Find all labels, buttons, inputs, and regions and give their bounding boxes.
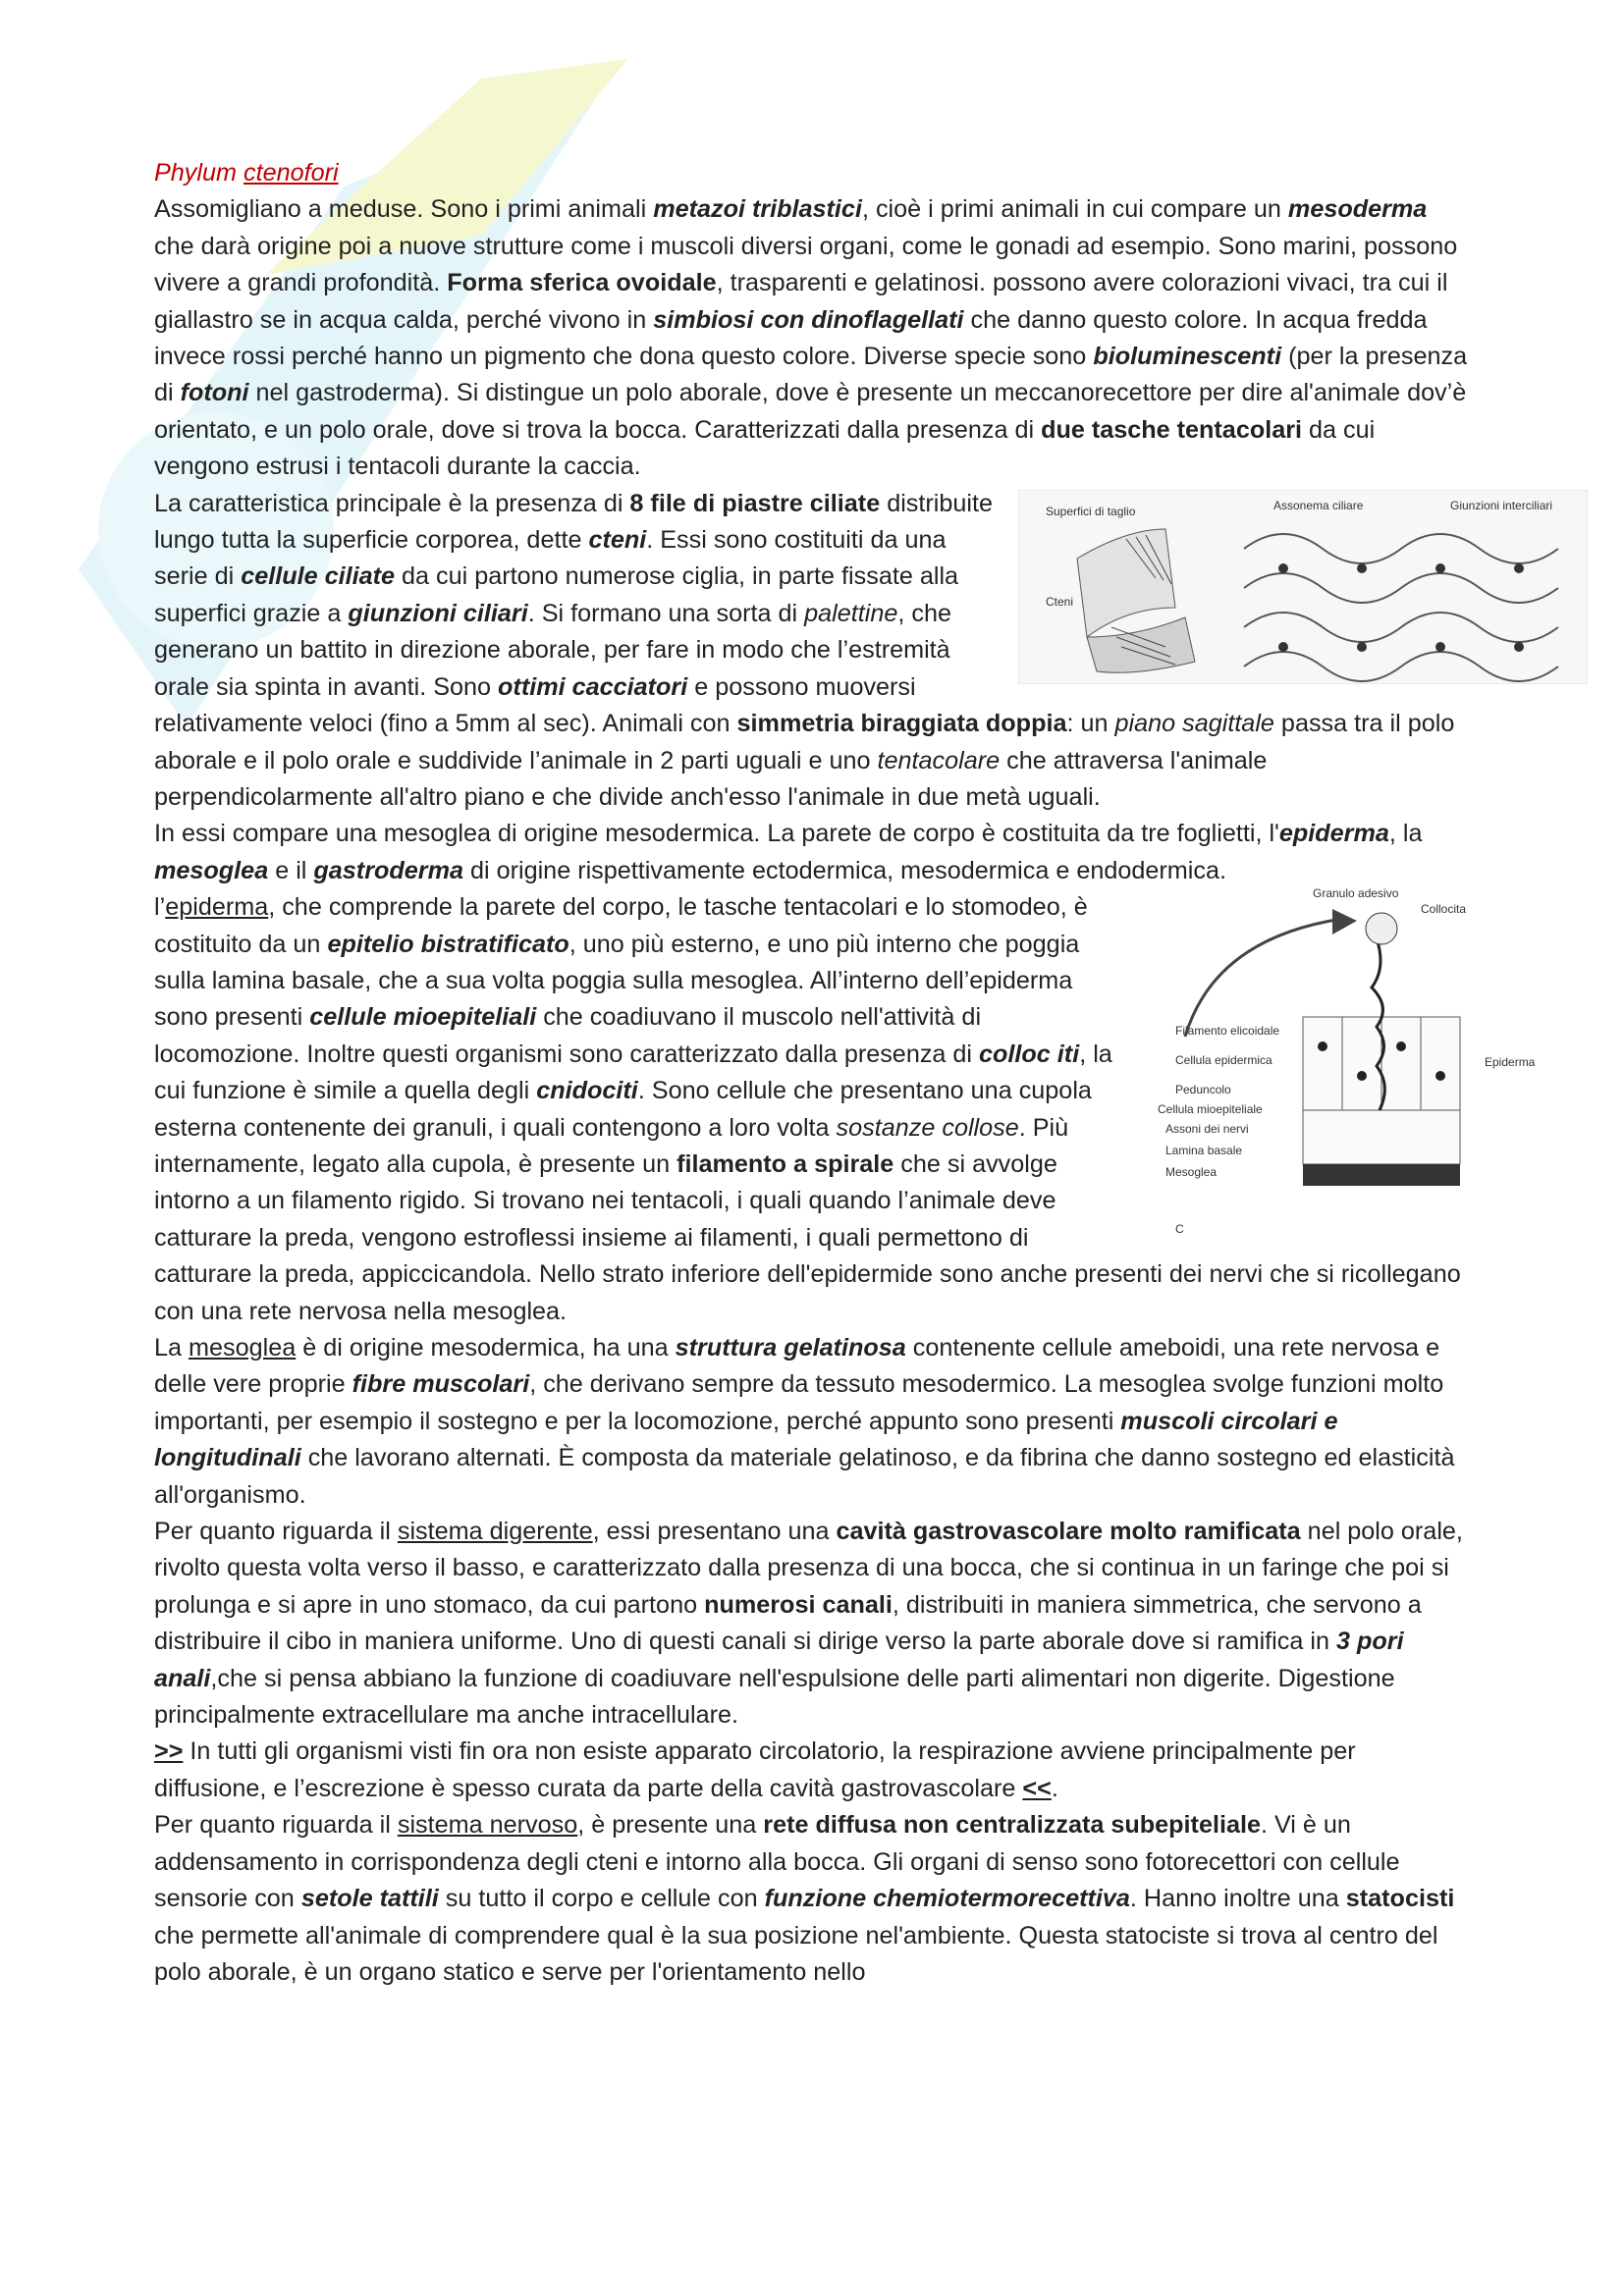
label-giunzioni: Giunzioni interciliari bbox=[1450, 498, 1553, 512]
paragraph-epiderma: Granulo adesivo Collocita Filamento elicoidale Cellula epidermica Peduncolo Cellula mioepiteliale Assoni dei nervi Lamina basale Mesoglea Epiderma C l’epiderma, che comprende la parete del corpo, le tasche tentacolari e lo stomodeo, è costituito da un epitelio bistratificato, uno più esterno, e uno più interno che poggia sulla lamina basale, che a sua volta poggia sulla mesoglea. All’interno dell’epiderma sono presenti cellule mioepiteliali che coadiuvano il muscolo nell'attività di locomozione. Inoltre questi organismi sono caratterizzato dalla presenza di colloc iti, la cui funzione è simile a quella degli cnidociti. Sono cellule che presentano una cupola esterna contenente dei granuli, i quali contengono a loro volta sostanze collose. Più internamente, legato alla cupola, è presente un filamento a spirale che si avvolge intorno a un filamento rigido. Si trovano nei tentacoli, i quali quando l’animale deve catturare la preda, vengono estroflessi insieme ai filamenti, i quali permettono di catturare la preda, appiccicandola. Nello strato inferiore dell'epidermide sono anche presenti dei nervi che si ricollegano con una rete nervosa nella mesoglea. bbox=[154, 889, 1470, 1330]
paragraph-note: >> In tutti gli organismi visti fin ora non esiste apparato circolatorio, la respirazione avviene principalmente per diffusione, e l’escrezione è spesso curata da parte della cavità gastrovascolare <<. bbox=[154, 1737, 1356, 1802]
ciliary-plates-figure bbox=[1018, 490, 1588, 684]
collocyte-figure bbox=[1156, 880, 1568, 1253]
label-granulo: Granulo adesivo bbox=[1313, 886, 1399, 901]
label-mesoglea: Mesoglea bbox=[1165, 1165, 1218, 1180]
heading-prefix: Phylum bbox=[154, 159, 237, 187]
paragraph-digerente: Per quanto riguarda il sistema digerente, essi presentano una cavità gastrovascolare molto ramificata nel polo orale, rivolto questa volta verso il basso, e caratterizzato dalla presenza di una bocca, che si continua in un faringe che poi si prolunga e si apre in uno stomaco, da cui partono numerosi canali, distribuiti in maniera simmetrica, che servono a distribuire il cibo in maniera uniforme. Uno di questi canali si dirige verso la parte aborale dove si ramifica in 3 pori anali,che si pensa abbiano la funzione di coadiuvare nell'espulsione delle parti alimentari non digerite. Digestione principalmente extracellulare ma anche intracellulare. bbox=[154, 1518, 1463, 1730]
label-cellula-epidermica: Cellula epidermica bbox=[1175, 1053, 1272, 1068]
label-assonema: Assonema ciliare bbox=[1273, 498, 1364, 512]
label-assoni: Assoni dei nervi bbox=[1165, 1122, 1249, 1137]
label-mioepiteliale: Cellula mioepiteliale bbox=[1158, 1102, 1263, 1117]
label-peduncolo: Peduncolo bbox=[1175, 1083, 1231, 1097]
paragraph-intro: Assomigliano a meduse. Sono i primi animali metazoi triblastici, cioè i primi animali in cui compare un mesoderma che darà origine poi a nuove strutture come i muscoli diversi organi, come le gonadi ad esempio. Sono marini, possono vivere a grandi profondità. Forma sferica ovoidale, trasparenti e gelatinosi. possono avere colorazioni vivaci, tra cui il giallastro se in acqua calda, perché vivono in simbiosi con dinoflagellati che danno questo colore. In acqua fredda invece rossi perché hanno un pigmento che dona questo colore. Diverse specie sono bioluminescenti (per la presenza di fotoni nel gastroderma). Si distingue un polo aborale, dove è presente un meccanorecettore per dire al'animale dov’è orientato, e un polo orale, dove si trova la bocca. Caratterizzati dalla presenza di due tasche tentacolari da cui vengono estrusi i tentacoli durante la caccia. bbox=[154, 195, 1468, 481]
label-filamento: Filamento elicoidale bbox=[1175, 1024, 1280, 1039]
paragraph-layers: In essi compare una mesoglea di origine mesodermica. La parete de corpo è costituita da tre foglietti, l'epiderma, la mesoglea e il gastroderma di origine rispettivamente ectodermica, mesodermica e endodermica. bbox=[154, 820, 1423, 884]
paragraph-cteni: Superfici di taglio Cteni Assonema ciliare Giunzioni interciliari La caratteristica principale è la presenza di 8 file di piastre ciliate distribuite lungo tutta la superficie corporea, dette cteni. Essi sono costituiti da una serie di cellule ciliate da cui partono numerose ciglia, in parte fissate alla superfici grazie a giunzioni ciliari. Si formano una sorta di palettine, che generano un battito in direzione aborale, per fare in modo che l’estremità orale sia spinta in avanti. Sono ottimi cacciatori e possono muoversi relativamente veloci (fino a 5mm al sec). Animali con simmetria biraggiata doppia: un piano sagittale passa tra il polo aborale e il polo orale e suddivide l’animale in 2 parti uguali e uno tentacolare che attraversa l'animale perpendicolarmente all'altro piano e che divide anch'esso l'animale in due metà uguali. bbox=[154, 486, 1470, 817]
label-superfici: Superfici di taglio bbox=[1046, 504, 1136, 518]
label-collocita: Collocita bbox=[1421, 902, 1467, 917]
heading bbox=[154, 155, 1470, 191]
label-c: C bbox=[1175, 1222, 1184, 1237]
label-lamina: Lamina basale bbox=[1165, 1144, 1243, 1158]
paragraph-nervoso: Per quanto riguarda il sistema nervoso, è presente una rete diffusa non centralizzata subepiteliale. Vi è un addensamento in corrispondenza degli cteni e intorno alla bocca. Gli organi di senso sono fotorecettori con cellule sensorie con setole tattili su tutto il corpo e cellule con funzione chemiotermorecettiva. Hanno inoltre una statocisti che permette all'animale di comprendere qual è la sua posizione nel'ambiente. Questa statociste si trova al centro del polo aborale, è un organo statico e serve per l'orientamento nello bbox=[154, 1811, 1455, 1986]
document-body bbox=[154, 155, 1553, 1991]
label-epiderma: Epiderma bbox=[1485, 1055, 1536, 1070]
heading-title: ctenofori bbox=[244, 159, 339, 187]
paragraph-mesoglea: La mesoglea è di origine mesodermica, ha una struttura gelatinosa contenente cellule ameboidi, una rete nervosa e delle vere proprie fibre muscolari, che derivano sempre da tessuto mesodermico. La mesoglea svolge funzioni molto importanti, per esempio il sostegno e per la locomozione, perché appunto sono presenti muscoli circolari e longitudinali che lavorano alternati. È composta da materiale gelatinoso, e da fibrina che danno sostegno ed elasticità all'organismo. bbox=[154, 1334, 1455, 1509]
label-cteni: Cteni bbox=[1046, 594, 1074, 609]
